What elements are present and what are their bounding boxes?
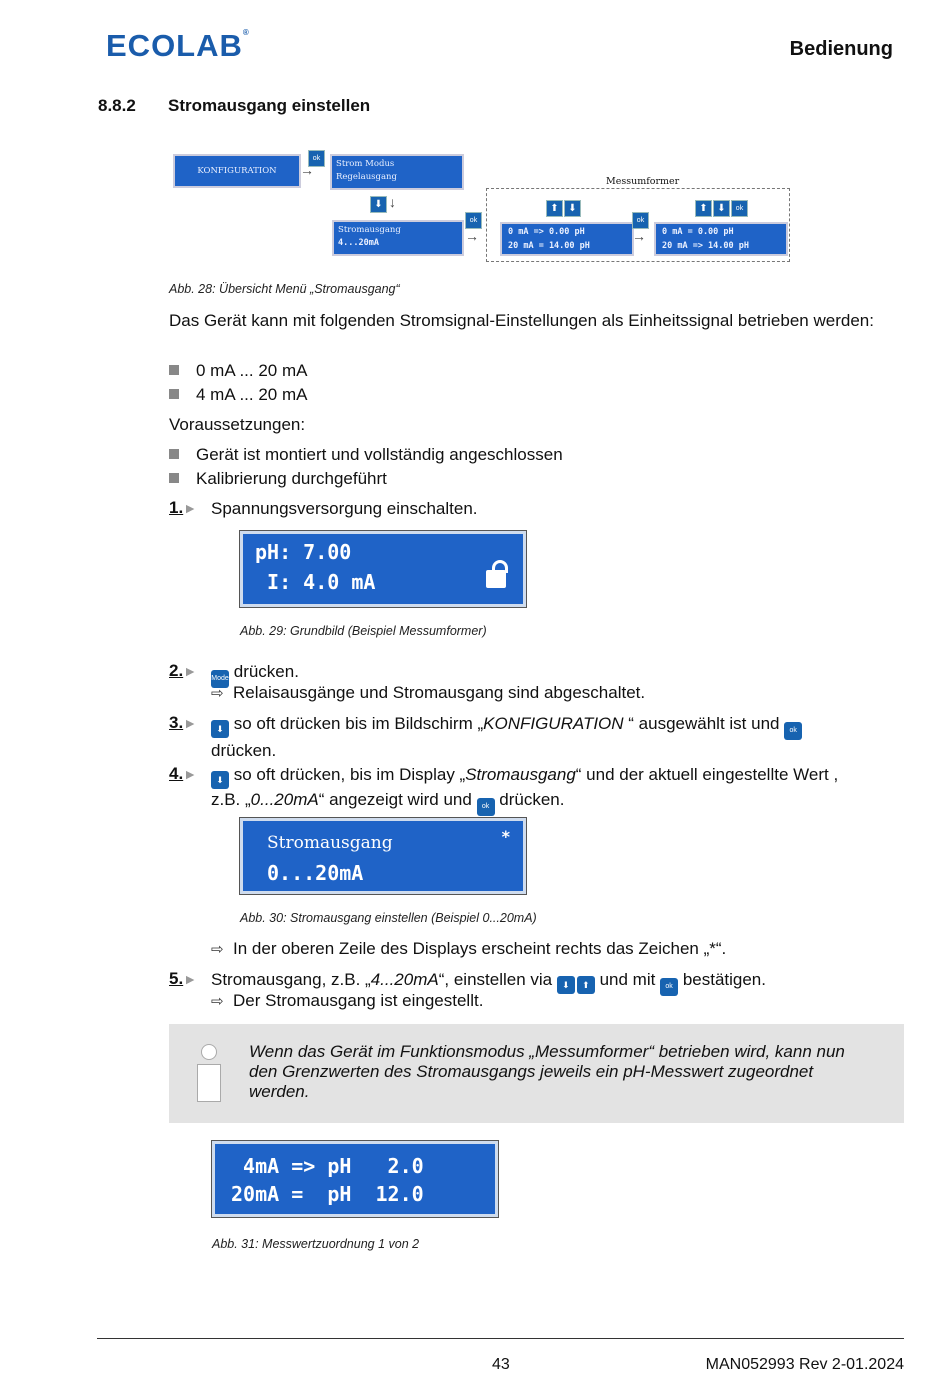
intro-text: Das Gerät kann mit folgenden Stromsignal-Einstellungen als Einheitssignal betrieben werden: bbox=[169, 311, 874, 330]
ok-button-icon: ok bbox=[660, 978, 678, 996]
arrow-down-button-icon: ⬇ bbox=[564, 200, 581, 217]
step-2-number: 2.► bbox=[169, 661, 198, 680]
arrow-up-button-icon: ⬆ bbox=[695, 200, 712, 217]
section-title: Stromausgang einstellen bbox=[168, 96, 371, 115]
ok-button-icon: ok bbox=[308, 150, 325, 167]
arrow-down-icon: ↓ bbox=[389, 194, 396, 210]
prereq-item: Gerät ist montiert und vollständig angeschlossen bbox=[169, 444, 563, 465]
note-text: Wenn das Gerät im Funktionsmodus „Messumformer“ betrieben wird, kann nun den Grenzwerten des Stromausgangs jeweils ein pH-Messwert zugeordnet werden. bbox=[249, 1042, 845, 1101]
arrow-down-button-icon: ⬇ bbox=[211, 720, 229, 738]
unlock-icon bbox=[486, 570, 506, 588]
footer-divider bbox=[97, 1338, 904, 1339]
step-3-number: 3.► bbox=[169, 713, 198, 732]
figure-caption-30: Abb. 30: Stromausgang einstellen (Beispiel 0...20mA) bbox=[240, 911, 537, 925]
info-note bbox=[169, 1024, 904, 1123]
step-4-text: ⬇ so oft drücken, bis im Display „Stromausgang“ und der aktuell eingestellte Wert , z.B. „0...20mA“ angezeigt wird und ok drücken. bbox=[211, 764, 911, 816]
header-section-title: Bedienung bbox=[789, 38, 893, 60]
result-arrow-icon: ⇨ bbox=[211, 941, 224, 958]
arrow-right-icon: → bbox=[465, 228, 479, 244]
arrow-right-icon: → bbox=[300, 162, 314, 178]
document-id: MAN052993 Rev 2-01.2024 bbox=[705, 1356, 904, 1373]
current-panel-2: 0 mA = 0.00 pH 20 mA => 14.00 pH bbox=[654, 222, 788, 256]
signal-option: 0 mA ... 20 mA bbox=[169, 360, 308, 381]
step-5-text: Stromausgang, z.B. „4...20mA“, einstellen via ⬇ ⬆ und mit ok bestätigen. bbox=[211, 969, 911, 996]
step-arrow-icon: ► bbox=[183, 715, 198, 731]
step-arrow-icon: ► bbox=[183, 971, 198, 987]
strom-modus-box: Strom Modus Regelausgang bbox=[330, 154, 464, 190]
bullet-icon bbox=[169, 365, 179, 375]
step-2-text: Mode drücken. bbox=[211, 661, 299, 688]
info-icon bbox=[193, 1044, 223, 1104]
step-arrow-icon: ► bbox=[183, 663, 198, 679]
bullet-icon bbox=[169, 449, 179, 459]
step-1-text: Spannungsversorgung einschalten. bbox=[211, 499, 478, 518]
lcd-display-messwert: 4mA => pH 2.0 20mA = pH 12.0 bbox=[212, 1141, 498, 1217]
arrow-up-button-icon: ⬆ bbox=[546, 200, 563, 217]
ok-button-icon: ok bbox=[731, 200, 748, 217]
prereq-item: Kalibrierung durchgeführt bbox=[169, 468, 387, 489]
lcd-display-stromausgang: Stromausgang * 0...20mA bbox=[240, 818, 526, 894]
step-3-text: ⬇ so oft drücken bis im Bildschirm „KONFIGURATION “ ausgewählt ist und ok drücken. bbox=[211, 713, 891, 761]
prereq-title: Voraussetzungen: bbox=[169, 415, 306, 434]
step-1-number: 1.► bbox=[169, 498, 198, 517]
ecolab-logo: ECOLAB® bbox=[106, 28, 250, 63]
ok-button-icon: ok bbox=[632, 212, 649, 229]
result-arrow-icon: ⇨ bbox=[211, 685, 224, 702]
ok-button-icon: ok bbox=[784, 722, 802, 740]
bullet-icon bbox=[169, 389, 179, 399]
arrow-down-button-icon: ⬇ bbox=[557, 976, 575, 994]
step-2-result: ⇨ Relaisausgänge und Stromausgang sind abgeschaltet. bbox=[211, 683, 646, 702]
page-number: 43 bbox=[492, 1356, 510, 1373]
signal-option: 4 mA ... 20 mA bbox=[169, 384, 308, 405]
figure-caption-29: Abb. 29: Grundbild (Beispiel Messumformer) bbox=[240, 624, 487, 638]
step-5-number: 5.► bbox=[169, 969, 198, 988]
step-4-number: 4.► bbox=[169, 764, 198, 783]
arrow-down-button-icon: ⬇ bbox=[370, 196, 387, 213]
ok-button-icon: ok bbox=[477, 798, 495, 816]
step-4-result: ⇨ In der oberen Zeile des Displays erscheint rechts das Zeichen „*“. bbox=[211, 939, 727, 958]
step-arrow-icon: ► bbox=[183, 766, 198, 782]
result-arrow-icon: ⇨ bbox=[211, 993, 224, 1010]
figure-caption-31: Abb. 31: Messwertzuordnung 1 von 2 bbox=[212, 1237, 420, 1251]
messumformer-label: Messumformer bbox=[606, 176, 680, 187]
arrow-up-button-icon: ⬆ bbox=[577, 976, 595, 994]
arrow-right-icon: → bbox=[632, 228, 646, 244]
konfiguration-box: KONFIGURATION bbox=[173, 154, 301, 188]
ok-button-icon: ok bbox=[465, 212, 482, 229]
step-5-result: ⇨ Der Stromausgang ist eingestellt. bbox=[211, 991, 484, 1010]
stromausgang-box: Stromausgang 4...20mA bbox=[332, 220, 464, 256]
bullet-icon bbox=[169, 473, 179, 483]
section-number: 8.8.2 bbox=[98, 96, 136, 115]
arrow-down-button-icon: ⬇ bbox=[713, 200, 730, 217]
lcd-display-basic: pH: 7.00 I: 4.0 mA bbox=[240, 531, 526, 607]
arrow-down-button-icon: ⬇ bbox=[211, 771, 229, 789]
figure-caption-28: Abb. 28: Übersicht Menü „Stromausgang“ bbox=[169, 282, 400, 296]
mode-button-icon: Mode bbox=[211, 670, 229, 688]
overview-diagram bbox=[170, 146, 792, 266]
current-panel-1: 0 mA => 0.00 pH 20 mA = 14.00 pH bbox=[500, 222, 634, 256]
step-arrow-icon: ► bbox=[183, 500, 198, 516]
